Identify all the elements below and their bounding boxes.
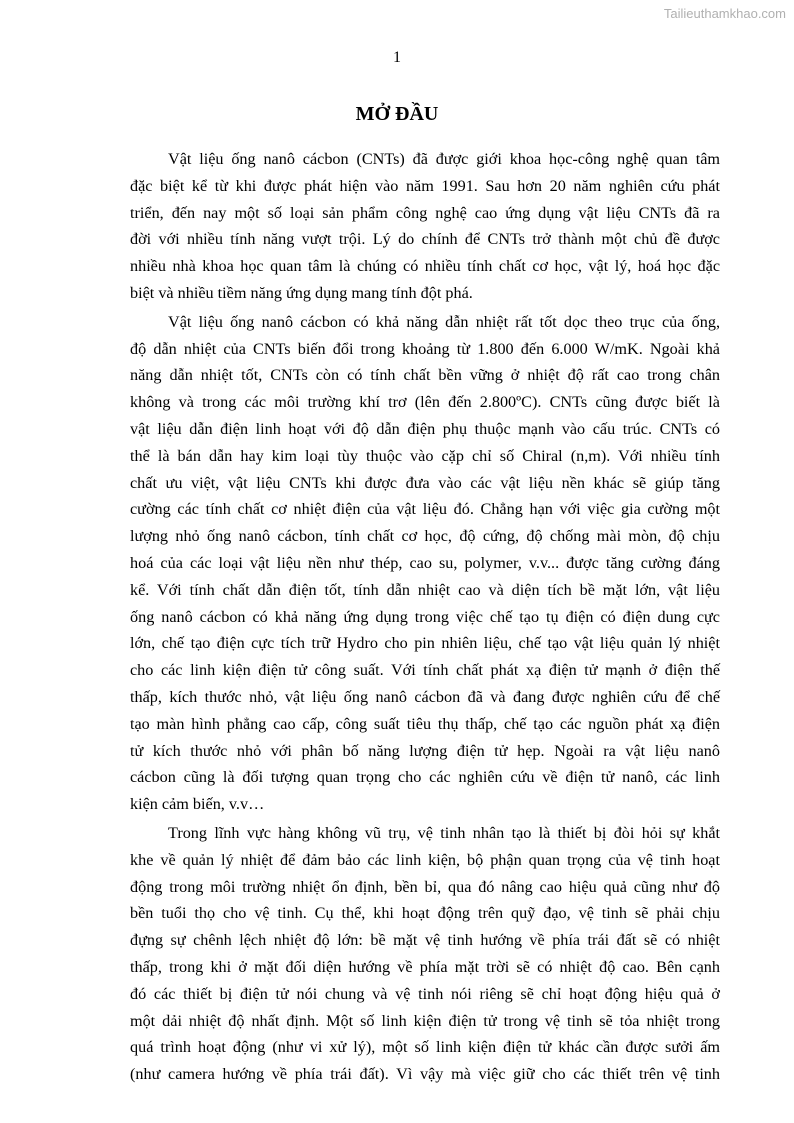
text-line: lớn, chế tạo điện cực tích trữ Hydro cho pin nhiên liệu, chế tạo vật liệu quản lý nhiệt	[130, 634, 720, 653]
text-line: tạo màn hình phẳng cao cấp, công suất tiêu thụ thấp, chế tạo các nguồn phát xạ điện	[130, 714, 720, 733]
page-number: 1	[393, 49, 401, 66]
text-line: kể. Với tính chất dẫn điện tốt, tính dẫn nhiệt cao và diện tích bề mặt lớn, vật liệu	[130, 580, 720, 599]
paragraph	[130, 309, 720, 818]
text-line: Vật liệu ống nanô cácbon (CNTs) đã được giới khoa học-công nghệ quan tâm	[168, 150, 720, 168]
text-line: thể là bán dẫn hay kim loại tùy thuộc vào cặp chỉ số Chiral (n,m). Với nhiều tính	[130, 446, 720, 465]
text-line: chất ưu việt, vật liệu CNTs khi được đưa vào các vật liệu nền khác sẽ giúp tăng	[130, 473, 720, 492]
paragraph	[130, 146, 720, 307]
text-line: vật liệu dẫn điện linh hoạt với độ dẫn điện phụ thuộc mạnh vào cấu trúc. CNTs có	[130, 419, 720, 438]
text-line: lượng nhỏ ống nanô cácbon, tính chất cơ học, độ cứng, độ chống mài mòn, độ chịu	[130, 527, 720, 546]
text-line: hoá của các loại vật liệu nền như thép, cao su, polymer, v.v... được tăng cường đáng	[130, 553, 720, 572]
text-line: Vật liệu ống nanô cácbon có khả năng dẫn nhiệt rất tốt dọc theo trục của ống,	[168, 312, 720, 331]
text-line: cho các linh kiện điện tử công suất. Với tính chất phát xạ điện tử mạnh ở điện thế	[130, 661, 720, 680]
text-line: tử kích thước nhỏ với phân bố năng lượng điện tử hẹp. Ngoài ra vật liệu nanô	[130, 741, 720, 760]
text-line: một dải nhiệt độ nhất định. Một số linh kiện điện tử trong vệ tinh sẽ tỏa nhiệt trong	[130, 1011, 720, 1030]
text-line: thấp, trong khi ở mặt đối diện hướng về phía mặt trời sẽ có nhiệt độ cao. Bên cạnh	[130, 957, 720, 976]
text-line: đó các thiết bị điện tử nói chung và vệ tinh nói riêng sẽ chỉ hoạt động hiệu quả ở	[130, 984, 720, 1003]
text-line: cácbon cũng là đối tượng quan trọng cho các nghiên cứu về điện tử nanô, các linh	[130, 768, 720, 787]
body-text	[130, 146, 720, 1090]
text-line: đựng sự chênh lệch nhiệt độ lớn: bề mặt vệ tinh hướng về phía trái đất sẽ có nhiệt	[130, 931, 720, 950]
text-line: biệt và nhiều tiềm năng ứng dụng mang tính đột phá.	[130, 283, 473, 302]
text-line: kiện cảm biến, v.v…	[130, 795, 265, 814]
text-line: bền tuổi thọ cho vệ tinh. Cụ thể, khi hoạt động trên quỹ đạo, vệ tinh sẽ phải chịu	[130, 904, 720, 923]
text-line: năng dẫn nhiệt tốt, CNTs còn có tính chất bền vững ở nhiệt độ rất cao trong chân	[130, 366, 720, 385]
watermark: Tailieuthamkhao.com	[663, 6, 786, 21]
text-line: nhiều nhà khoa học quan tâm là chúng có nhiều tính chất cơ học, vật lý, hoá học đặc	[130, 257, 720, 276]
text-line: không và trong các môi trường khí trơ (lên đến 2.800ºC). CNTs cũng được biết là	[130, 393, 720, 412]
text-line: quá trình hoạt động (như vi xử lý), một số linh kiện điện tử khác cần được sưởi ấm	[130, 1038, 720, 1057]
text-line: khe về quản lý nhiệt để đảm bảo các linh kiện, bộ phận quan trọng của vệ tinh hoạt	[130, 850, 720, 869]
text-line: đặc biệt kể từ khi được phát hiện vào năm 1991. Sau hơn 20 năm nghiên cứu phát	[130, 176, 720, 195]
text-line: động trong môi trường nhiệt ổn định, bền bỉ, qua đó nâng cao hiệu quả cũng như độ	[130, 877, 720, 896]
text-line: Trong lĩnh vực hàng không vũ trụ, vệ tinh nhân tạo là thiết bị đòi hỏi sự khắt	[168, 823, 720, 842]
text-line: đời với nhiều tính năng vượt trội. Lý do chính để CNTs trở thành một chủ đề được	[130, 230, 720, 249]
page-title: MỞ ĐẦU	[355, 103, 439, 125]
text-line: ống nanô cácbon có khả năng ứng dụng trong việc chế tạo tụ điện có điện dung cực	[130, 607, 720, 626]
text-line: triển, đến nay một số loại sản phẩm công nghệ cao ứng dụng vật liệu CNTs đã ra	[130, 203, 720, 222]
text-line: (như camera hướng về phía trái đất). Vì vậy mà việc giữ cho các thiết trên vệ tinh	[130, 1065, 720, 1084]
text-line: cường các tính chất cơ nhiệt điện của vật liệu đó. Chẳng hạn với việc gia cường một	[130, 500, 720, 519]
text-line: thấp, kích thước nhỏ, vật liệu ống nanô cácbon đã và đang được nghiên cứu để chế	[130, 687, 720, 706]
paragraph	[130, 820, 720, 1088]
text-line: độ dẫn nhiệt của CNTs biến đổi trong khoảng từ 1.800 đến 6.000 W/mK. Ngoài khả	[130, 339, 720, 358]
